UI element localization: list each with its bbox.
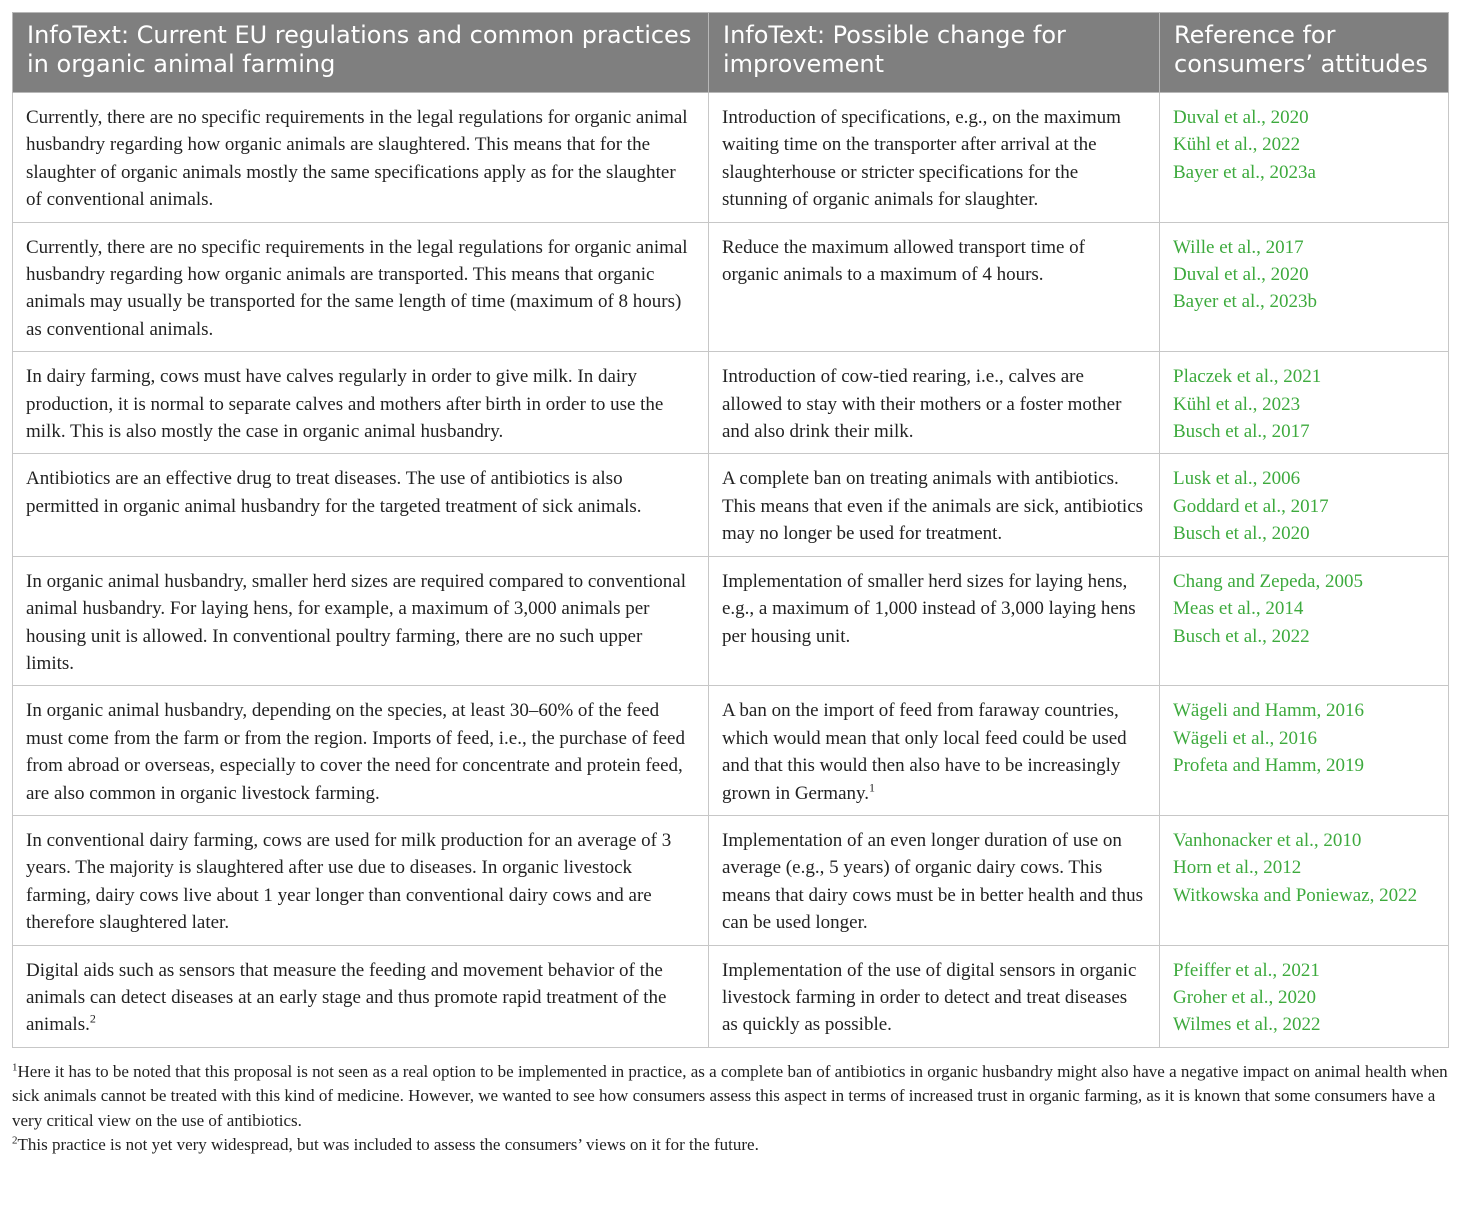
cell-text: A ban on the import of feed from faraway countries, which would mean that only local feed could be used and that this would then also have to be increasingly grown in Germany.	[722, 700, 1127, 804]
header-current-regulations: InfoText: Current EU regulations and common practices in organic animal farming	[13, 13, 709, 93]
reference-link[interactable]: Kühl et al., 2023	[1173, 393, 1301, 415]
footnote	[12, 1060, 1448, 1134]
reference-link[interactable]: Profeta and Hamm, 2019	[1173, 755, 1365, 777]
table-row	[13, 556, 1449, 686]
reference-link[interactable]: Duval et al., 2020	[1173, 264, 1309, 286]
cell-references	[1160, 352, 1449, 454]
cell-current-practice: Currently, there are no specific requirements in the legal regulations for organic animal husbandry regarding how organic animals are transported. This means that organic animals may usually be transported for the same length of time (maximum of 8 hours) as conventional animals.	[13, 222, 709, 352]
reference-link[interactable]: Horn et al., 2012	[1173, 857, 1302, 879]
table-row	[13, 454, 1449, 556]
reference-link[interactable]: Busch et al., 2020	[1173, 523, 1310, 545]
reference-link[interactable]: Groher et al., 2020	[1173, 986, 1316, 1008]
reference-link[interactable]: Wille et al., 2017	[1173, 236, 1304, 258]
cell-current-practice: In dairy farming, cows must have calves regularly in order to give milk. In dairy production, it is normal to separate calves and mothers after birth in order to use the milk. This is also mostly the case in organic animal husbandry.	[13, 352, 709, 454]
table-header-row	[13, 13, 1449, 93]
cell-possible-change: Implementation of smaller herd sizes for laying hens, e.g., a maximum of 1,000 instead of 3,000 laying hens per housing unit.	[709, 556, 1160, 686]
infotext-table	[12, 12, 1449, 1048]
footnote-number: 1	[12, 1061, 18, 1074]
reference-link[interactable]: Bayer et al., 2023a	[1173, 161, 1316, 183]
reference-link[interactable]: Wilmes et al., 2022	[1173, 1014, 1321, 1036]
reference-link[interactable]: Duval et al., 2020	[1173, 107, 1309, 128]
reference-link[interactable]: Chang and Zepeda, 2005	[1173, 570, 1363, 592]
footnote-marker[interactable]: 2	[89, 1012, 96, 1027]
cell-references	[1160, 945, 1449, 1047]
cell-possible-change: Implementation of an even longer duration of use on average (e.g., 5 years) of organic dairy cows. This means that dairy cows must be in better health and thus can be used longer.	[709, 815, 1160, 945]
cell-possible-change: Implementation of the use of digital sensors in organic livestock farming in order to detect and treat diseases as quickly as possible.	[709, 945, 1160, 1047]
cell-possible-change: Introduction of specifications, e.g., on the maximum waiting time on the transporter after arrival at the slaughterhouse or stricter specifications for the stunning of organic animals for slaughter.	[709, 93, 1160, 223]
footnote	[12, 1133, 1448, 1158]
table-row	[13, 815, 1449, 945]
cell-possible-change: Introduction of cow-tied rearing, i.e., calves are allowed to stay with their mothers or a foster mother and also drink their milk.	[709, 352, 1160, 454]
footnote-marker[interactable]: 1	[869, 780, 876, 795]
cell-text: Digital aids such as sensors that measure the feeding and movement behavior of the animals can detect diseases at an early stage and thus promote rapid treatment of the animals.	[26, 959, 667, 1036]
cell-possible-change: Reduce the maximum allowed transport time of organic animals to a maximum of 4 hours.	[709, 222, 1160, 352]
header-possible-change: InfoText: Possible change for improvement	[709, 13, 1160, 93]
reference-link[interactable]: Busch et al., 2017	[1173, 421, 1310, 443]
table-footnotes	[12, 1060, 1448, 1158]
cell-references	[1160, 222, 1449, 352]
table-row	[13, 945, 1449, 1047]
document	[12, 12, 1448, 1158]
cell-references	[1160, 815, 1449, 945]
reference-link[interactable]: Pfeiffer et al., 2021	[1173, 959, 1320, 981]
cell-possible-change: A complete ban on treating animals with antibiotics. This means that even if the animals are sick, antibiotics may no longer be used for treatment.	[709, 454, 1160, 556]
cell-current-practice: Antibiotics are an effective drug to treat diseases. The use of antibiotics is also permitted in organic animal husbandry for the targeted treatment of sick animals.	[13, 454, 709, 556]
table-row	[13, 352, 1449, 454]
table-row	[13, 93, 1449, 223]
reference-link[interactable]: Vanhonacker et al., 2010	[1173, 829, 1362, 851]
reference-link[interactable]: Wägeli et al., 2016	[1173, 727, 1318, 749]
reference-link[interactable]: Kühl et al., 2022	[1173, 134, 1301, 156]
footnote-number: 2	[12, 1134, 18, 1147]
header-references: Reference for consumers’ attitudes	[1160, 13, 1449, 93]
reference-link[interactable]: Witkowska and Poniewaz, 2022	[1173, 884, 1418, 906]
cell-current-practice	[13, 945, 709, 1047]
table-row	[13, 686, 1449, 816]
footnote-text: Here it has to be noted that this proposal is not seen as a real option to be implemented in practice, as a complete ban of antibiotics in organic husbandry might also have a negative impact on animal health when sick animals cannot be treated with this kind of medicine. However, we wanted to see how consumers assess this aspect in terms of increased trust in organic farming, as it is known that some consumers have a very critical view on the use of antibiotics.	[12, 1061, 1448, 1130]
cell-references	[1160, 686, 1449, 816]
cell-current-practice: Currently, there are no specific requirements in the legal regulations for organic animal husbandry regarding how organic animals are slaughtered. This means that for the slaughter of organic animals mostly the same specifications apply as for the slaughter of conventional animals.	[13, 93, 709, 223]
cell-possible-change	[709, 686, 1160, 816]
reference-link[interactable]: Wägeli and Hamm, 2016	[1173, 700, 1365, 722]
cell-references	[1160, 454, 1449, 556]
cell-references	[1160, 93, 1449, 223]
reference-link[interactable]: Placzek et al., 2021	[1173, 366, 1322, 388]
reference-link[interactable]: Meas et al., 2014	[1173, 598, 1304, 620]
reference-link[interactable]: Busch et al., 2022	[1173, 625, 1310, 647]
cell-current-practice: In organic animal husbandry, depending on the species, at least 30–60% of the feed must come from the farm or from the region. Imports of feed, i.e., the purchase of feed from abroad or overseas, especially to cover the need for concentrate and protein feed, are also common in organic livestock farming.	[13, 686, 709, 816]
cell-current-practice: In organic animal husbandry, smaller herd sizes are required compared to conventional animal husbandry. For laying hens, for example, a maximum of 3,000 animals per housing unit is allowed. In conventional poultry farming, there are no such upper limits.	[13, 556, 709, 686]
reference-link[interactable]: Goddard et al., 2017	[1173, 495, 1329, 517]
cell-current-practice: In conventional dairy farming, cows are used for milk production for an average of 3 years. The majority is slaughtered after use due to diseases. In organic livestock farming, dairy cows live about 1 year longer than conventional dairy cows and are therefore slaughtered later.	[13, 815, 709, 945]
reference-link[interactable]: Lusk et al., 2006	[1173, 468, 1301, 490]
cell-references	[1160, 556, 1449, 686]
footnote-text: This practice is not yet very widespread, but was included to assess the consumers’ views on it for the future.	[17, 1135, 759, 1155]
reference-link[interactable]: Bayer et al., 2023b	[1173, 291, 1318, 313]
table-row	[13, 222, 1449, 352]
